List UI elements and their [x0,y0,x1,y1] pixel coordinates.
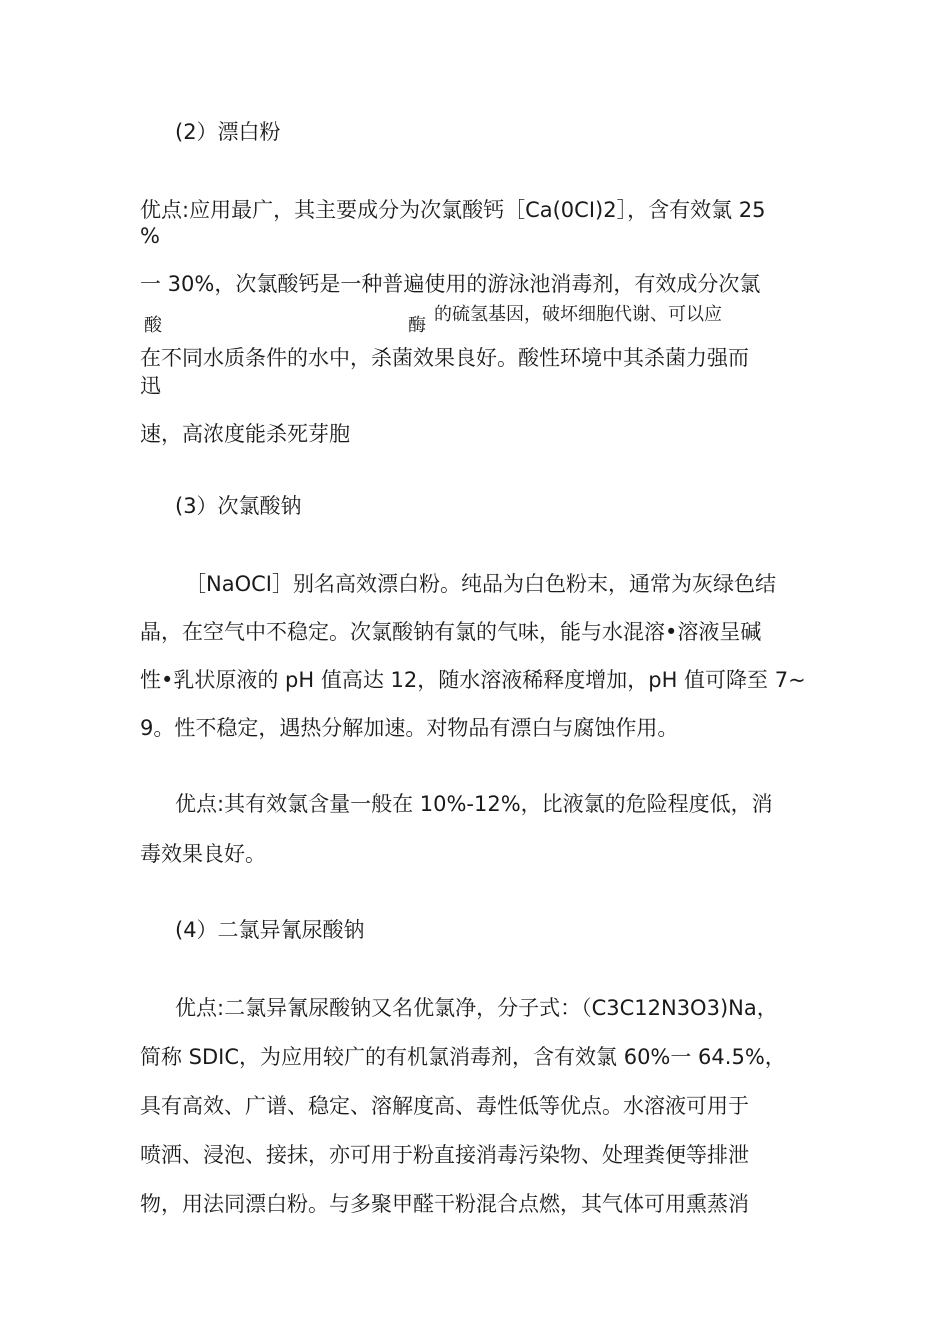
paragraph-line: 在不同水质条件的水中，杀菌效果良好。酸性环境中其杀菌力强而 [140,346,749,370]
paragraph-line: 优点:应用最广，其主要成分为次氯酸钙［Ca(0CI)2］，含有效氯 25 [140,198,766,222]
paragraph-line: 性•乳状原液的 pH 值高达 12，随水溶液稀释度增加，pH 值可降至 7~ [140,668,806,692]
text-fragment: 的硫氢基因，破坏细胞代谢、可以应 [434,304,722,325]
section-heading-bleaching-powder: (2）漂白粉 [175,120,281,144]
section-heading-sdic: (4）二氯异氰尿酸钠 [175,918,365,942]
paragraph-line: ［NaOCI］别名高效漂白粉。纯品为白色粉末，通常为灰绿色结 [185,572,776,596]
paragraph-line: 速，高浓度能杀死芽胞 [140,422,350,446]
paragraph-line: % [140,224,160,248]
paragraph-line: 优点:其有效氯含量一般在 10%-12%，比液氯的危险程度低，消 [175,792,773,816]
paragraph-line: 晶，在空气中不稳定。次氯酸钠有氯的气味，能与水混溶•溶液呈碱 [140,620,762,644]
paragraph-line: 9。性不稳定，遇热分解加速。对物品有漂白与腐蚀作用。 [140,716,679,740]
text-fragment: 酸 [144,315,162,336]
paragraph-line: 一 30%，次氯酸钙是一种普遍使用的游泳池消毒剂，有效成分次氯 [140,272,761,296]
paragraph-line: 迅 [140,374,161,398]
paragraph-line: 物，用法同漂白粉。与多聚甲醛干粉混合点燃，其气体可用熏蒸消 [140,1192,749,1216]
paragraph-line: 具有高效、广谱、稳定、溶解度高、毒性低等优点。水溶液可用于 [140,1094,749,1118]
paragraph-line: 优点:二氯异氰尿酸钠又名优氯净，分子式：（C3C12N3O3)Na， [175,996,778,1020]
paragraph-line: 简称 SDIC，为应用较广的有机氯消毒剂，含有效氯 60%一 64.5%， [140,1045,786,1069]
text-fragment: 酶 [408,315,426,336]
section-heading-sodium-hypochlorite: (3）次氯酸钠 [175,494,302,518]
paragraph-line: 喷洒、浸泡、接抹，亦可用于粉直接消毒污染物、处理粪便等排泄 [140,1143,749,1167]
paragraph-line: 毒效果良好。 [140,842,266,866]
